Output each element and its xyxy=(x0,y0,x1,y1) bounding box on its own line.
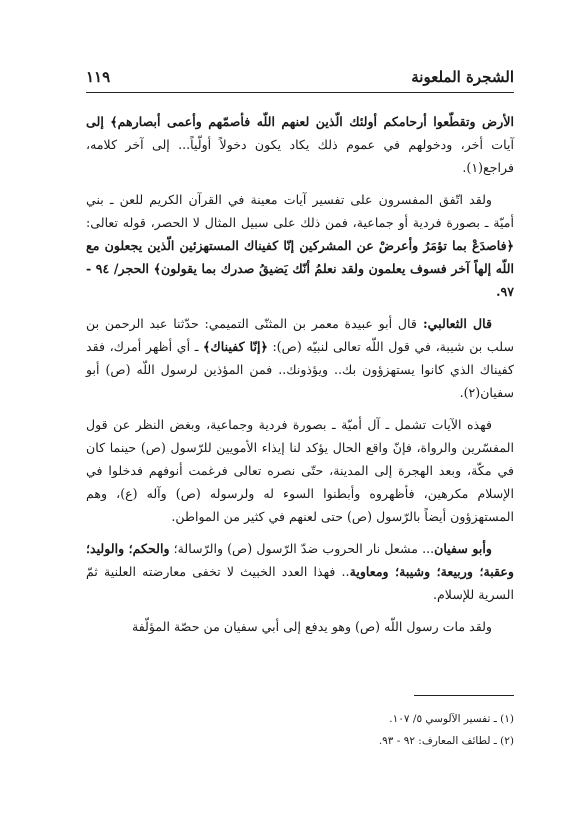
footnote-divider xyxy=(414,695,514,696)
paragraph xyxy=(86,188,514,303)
text-run: ... مشعل نار الحروب ضدّ الرّسول (ص) والرّسالة؛ xyxy=(169,541,435,556)
text-run: (٢) xyxy=(463,385,481,400)
text-run: آيات أخر، ودخولهم في عموم ذلك يكاد يكون دخولاً أولّياً... إلى آخر كلامه، فراجع xyxy=(86,137,514,175)
bold-text-run: قال الثعالبي: xyxy=(416,316,493,331)
body-text xyxy=(86,110,514,647)
paragraph xyxy=(86,312,514,404)
page-header xyxy=(86,64,514,93)
text-run: ولقد مات رسول اللّه (ص) وهو يدفع إلى أبي سفيان من حصّة المؤلّفة xyxy=(131,619,492,634)
paragraph xyxy=(86,615,514,638)
text-run: (١) xyxy=(466,160,484,175)
bold-text-run: ﴿فاصدَعْ بما تؤمَرُ وأعرضْ عن المشركين إنّا كفيناك المستهزئين الّذين يجعلون مع اللّه إلهاً آخر فسوف يعلمون ولقد نعلمُ أنّك يَضيقُ صدرك بما يقولون﴾ الحجر/ ٩٤ - ٩٧. xyxy=(86,238,514,299)
bold-text-run: ﴿إنّا كفيناك﴾ xyxy=(203,339,268,354)
text-run: فهذه الآيات تشمل ـ آل أميّة ـ بصورة فردية وجماعية، وبغض النظر عن قول المفسّرين والرواة، فإنّ واقع الحال يؤكد لنا إيذاء الأمويين للرّسول (ص) حينما كان في مكّة، وبعد الهجرة إلى المدينة، حتّى نصره تعالى فرغمت أنوفهم فدخلوا في الإسلام مكرهين، فأظهروه وأبطنوا السوء له ولرسوله (ص) وآله (ع)، وهم المستهزؤون أيضاً بالرّسول (ص) حتى لعنهم في كثير من المواطن. xyxy=(86,417,514,524)
paragraph xyxy=(86,110,514,179)
text-run: ـ أي أظهر أمرك، فقد كفيناك الذي كانوا يستهزؤون بك.. ويؤذونك.. فمن المؤذين لرسول اللّه (ص) أبو سفيان xyxy=(86,339,514,400)
footnote-2: (٢) ـ لطائف المعارف: ٩٢ - ٩٣. xyxy=(378,735,514,747)
bold-text-run: وأبو سفيان xyxy=(434,541,492,556)
text-run: ولقد اتّفق المفسرون على تفسير آيات معينة في القرآن الكريم للعن ـ بني أميّة ـ بصورة فردية أو جماعية، فمن ذلك على سبيل المثال لا الحصر، قوله تعالى: xyxy=(86,192,514,230)
footnotes xyxy=(214,708,514,752)
paragraph xyxy=(86,537,514,606)
footnote-1: (١) ـ تفسير الآلوسي ٥/ ١٠٧. xyxy=(389,713,514,725)
bold-text-run: الأرض وتقطّعوا أرحامكم أولئك الّذين لعنهم اللّه فأصمّهم وأعمى أبصارهم﴾ إلى xyxy=(86,114,514,129)
text-run: . xyxy=(462,160,467,175)
text-run: .. فهذا العدد الخبيث لا تخفى معارضته العلنية ثمّ السرية للإسلام. xyxy=(86,564,514,602)
page-number: ١١٩ xyxy=(86,68,111,86)
running-title: الشجرة الملعونة xyxy=(411,68,514,86)
text-run: . xyxy=(459,385,464,400)
paragraph xyxy=(86,413,514,528)
bold-text-run: والحكم؛ والوليد؛ وعقبة؛ وربيعة؛ وشيبة؛ ومعاوية xyxy=(86,541,514,579)
text-run: قال أبو عبيدة معمر بن المثنّى التميمي: حدّثنا عبد الرحمن بن سلب بن شيبة، في قول اللّه تعالى لنبيّه (ص): xyxy=(86,316,514,354)
